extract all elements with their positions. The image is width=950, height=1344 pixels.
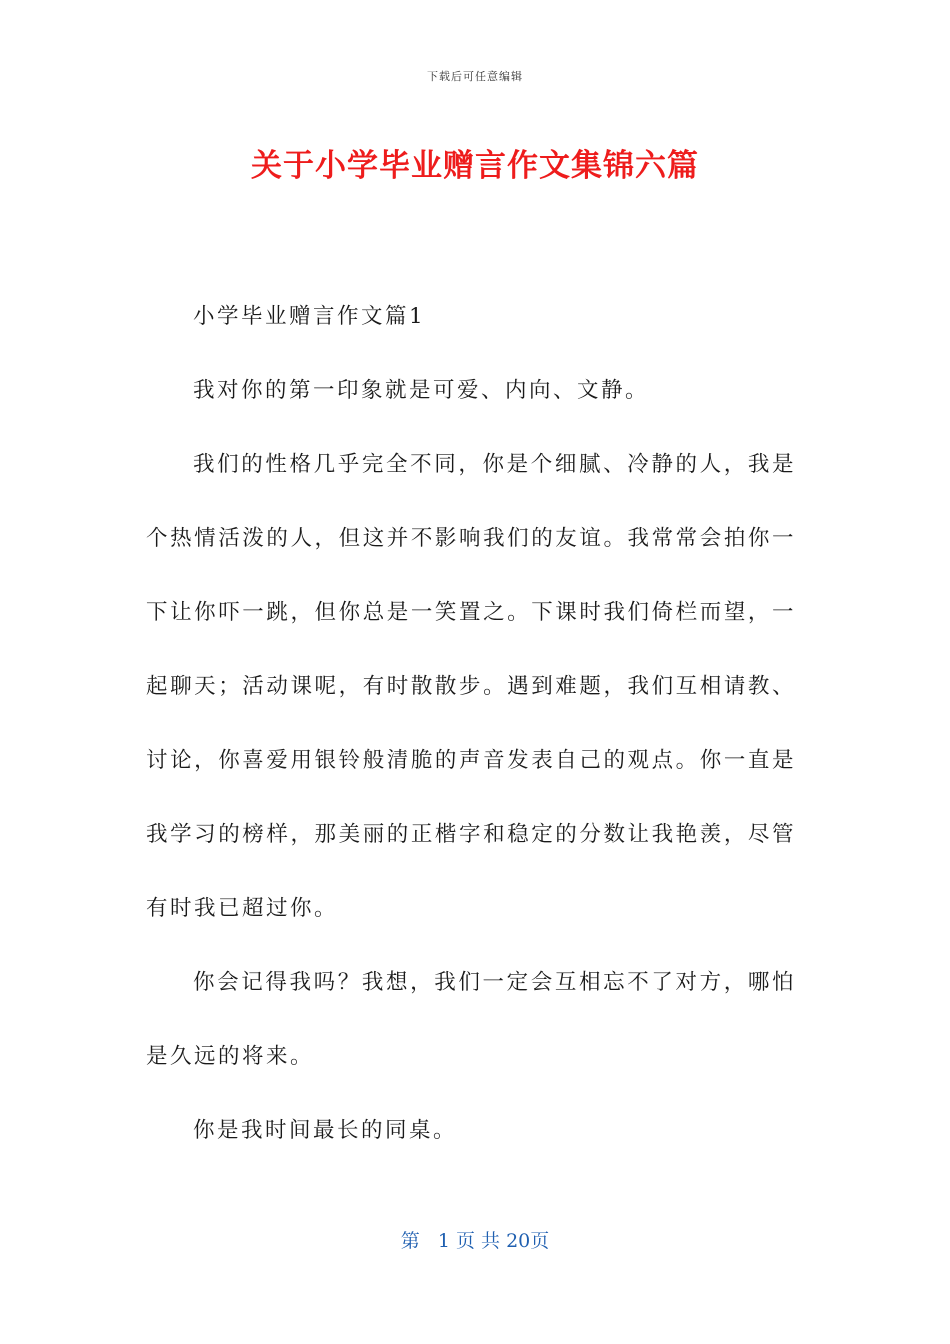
paragraph: 你会记得我吗？我想，我们一定会互相忘不了对方，哪怕是久远的将来。 xyxy=(146,970,796,1069)
paragraph: 我对你的第一印象就是可爱、内向、文静。 xyxy=(193,378,650,403)
section-heading: 小学毕业赠言作文篇1 xyxy=(193,304,426,329)
document-title: 关于小学毕业赠言作文集锦六篇 xyxy=(251,148,699,184)
paragraph: 你是我时间最长的同桌。 xyxy=(193,1118,458,1143)
header-note: 下载后可任意编辑 xyxy=(427,70,523,83)
footer-prefix: 第 xyxy=(400,1230,420,1252)
current-page-number: 1 xyxy=(437,1230,450,1252)
document-body xyxy=(146,280,796,1168)
footer-suffix: 页 xyxy=(530,1230,550,1252)
paragraph: 我们的性格几乎完全不同，你是个细腻、冷静的人，我是个热情活泼的人，但这并不影响我们的友谊。我常常会拍你一下让你吓一跳，但你总是一笑置之。下课时我们倚栏而望，一起聊天；活动课呢，有时散散步。遇到难题，我们互相请教、讨论，你喜爱用银铃般清脆的声音发表自己的观点。你一直是我学习的榜样，那美丽的正楷字和稳定的分数让我艳羡，尽管有时我已超过你。 xyxy=(146,452,796,921)
page-footer xyxy=(0,1226,950,1253)
total-pages-number: 20 xyxy=(506,1230,531,1252)
footer-middle: 页 共 xyxy=(455,1230,501,1252)
